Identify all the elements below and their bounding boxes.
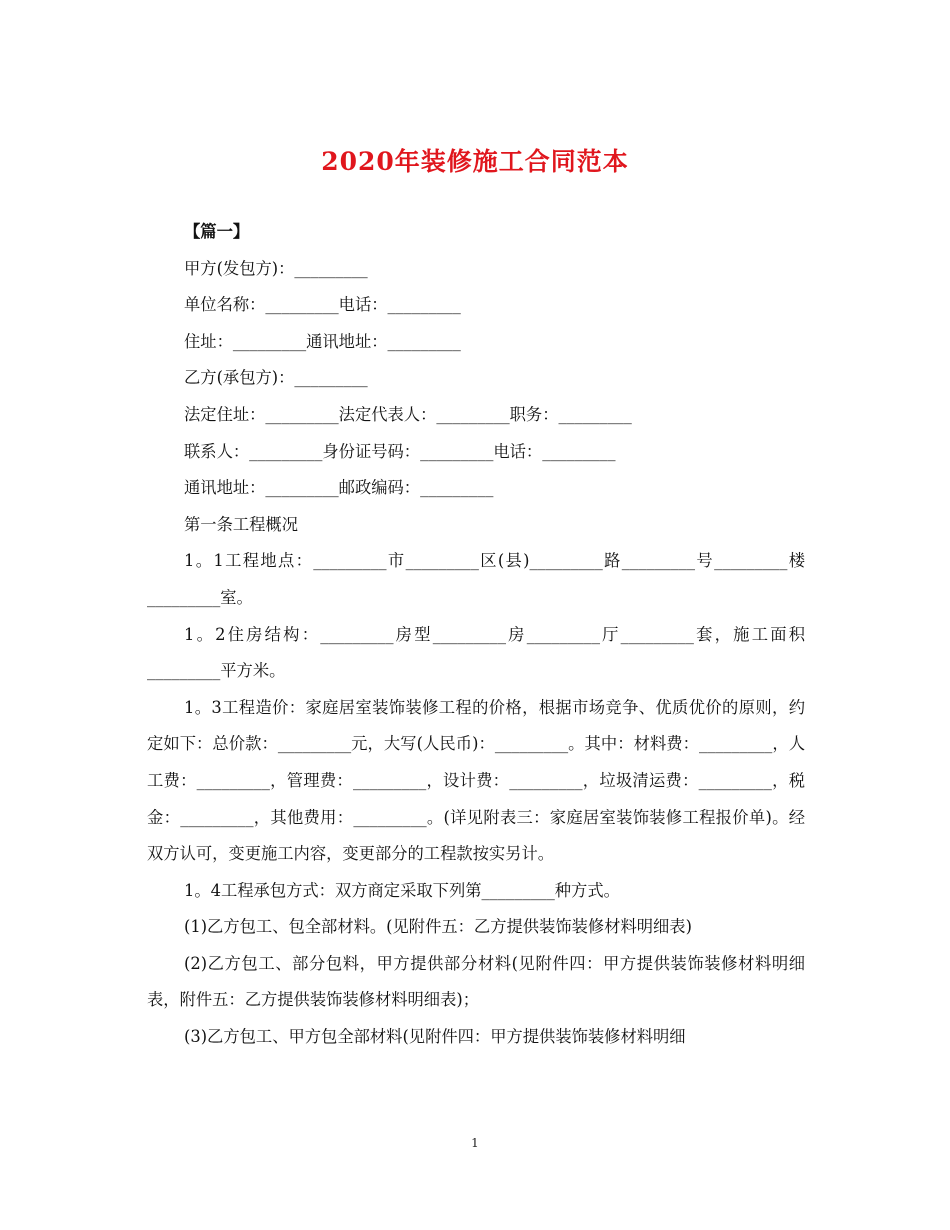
party-a-address-line: 住址：_________通讯地址：_________ — [184, 331, 461, 351]
option-1: (1)乙方包工、包全部材料。(见附件五：乙方提供装饰装修材料明细表) — [184, 917, 692, 937]
article-heading: 第一条工程概况 — [184, 514, 298, 534]
party-b-contact-line: 联系人：_________身份证号码：_________电话：_________ — [184, 441, 616, 461]
party-b-legal-line: 法定住址：_________法定代表人：_________职务：_________ — [184, 404, 632, 424]
option-2: (2)乙方包工、部分包料，甲方提供部分材料(见附件四：甲方提供装饰装修材料明细表，附件五：乙方提供装饰装修材料明细表)； — [147, 953, 805, 1010]
party-a-line: 甲方(发包方)：_________ — [184, 258, 368, 278]
document-body — [147, 214, 805, 1056]
party-b-postal-line: 通讯地址：_________邮政编码：_________ — [184, 478, 494, 498]
paragraph-1-3: 1。3工程造价：家庭居室装饰装修工程的价格，根据市场竞争、优质优价的原则，约定如下：总价款：_________元，大写(人民币)：_________。其中：材料费：_________，人工费：_________，管理费：_________，设计费：_________，垃圾清运费：_________，税金：_________，其他费用：_________。(详见附表三：家庭居室装饰装修工程报价单)。经双方认可，变更施工内容，变更部分的工程款按实另计。 — [147, 697, 805, 864]
party-a-unit-line: 单位名称：_________电话：_________ — [184, 295, 461, 315]
section-heading: 【篇一】 — [184, 222, 250, 241]
page-number: 1 — [471, 1136, 479, 1150]
party-b-line: 乙方(承包方)：_________ — [184, 368, 368, 388]
paragraph-1-4: 1。4工程承包方式：双方商定采取下列第_________种方式。 — [184, 880, 620, 900]
paragraph-1-2: 1。2住房结构：_________房型_________房_________厅_________套，施工面积_________平方米。 — [147, 624, 805, 681]
paragraph-1-1: 1。1工程地点：_________市_________区(县)_________路_________号_________楼_________室。 — [147, 551, 805, 607]
option-3: (3)乙方包工、甲方包全部材料(见附件四：甲方提供装饰装修材料明细 — [184, 1027, 686, 1047]
document-title: 2020年装修施工合同范本 — [321, 147, 629, 176]
